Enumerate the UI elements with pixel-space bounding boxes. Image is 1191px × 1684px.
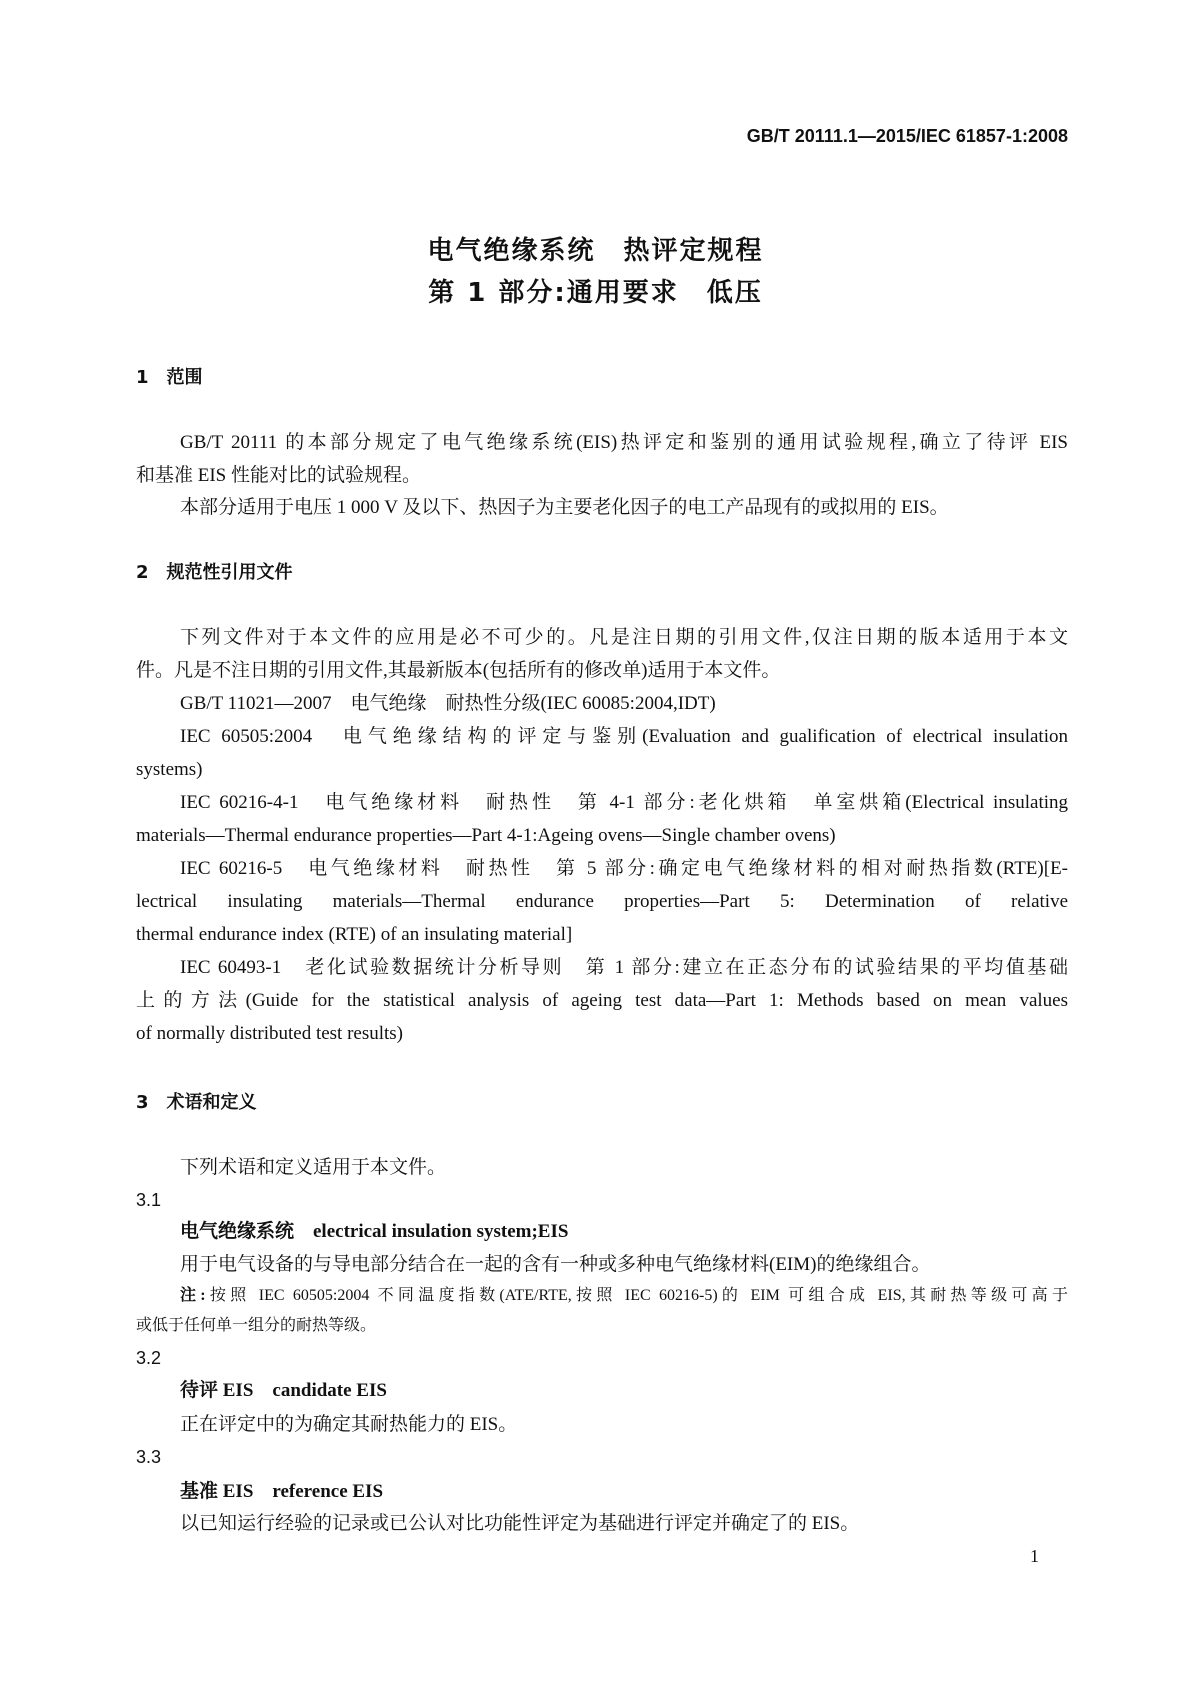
term-title: 基准 EIS reference EIS xyxy=(180,1481,384,1502)
note-label: 注: xyxy=(180,1287,206,1304)
section-heading-normative-references: 2 规范性引用文件 xyxy=(136,562,293,583)
reference-item-cont: materials—Thermal endurance properties—Part 4-1:Ageing ovens—Single chamber ovens) xyxy=(136,825,836,846)
term-title: 待评 EIS candidate EIS xyxy=(180,1380,387,1401)
term-note-cont: 或低于任何单一组分的耐热等级。 xyxy=(136,1317,377,1334)
reference-item-cont: lectrical insulating materials—Thermal endurance properties—Part 5: Determination of relative xyxy=(136,891,1068,912)
term-note xyxy=(180,1284,1068,1308)
reference-item-cont: thermal endurance index (RTE) of an insulating material] xyxy=(136,924,573,945)
reference-item: IEC 60505:2004 电气绝缘结构的评定与鉴别(Evaluation and gualification of electrical insulation xyxy=(180,726,1068,747)
document-title: 电气绝缘系统 热评定规程 xyxy=(427,236,764,266)
document-header: GB/T 20111.1—2015/IEC 61857-1:2008 xyxy=(746,126,1068,146)
term-definition: 用于电气设备的与导电部分结合在一起的含有一种或多种电气绝缘材料(EIM)的绝缘组合。 xyxy=(180,1254,931,1275)
term-title: 电气绝缘系统 electrical insulation system;EIS xyxy=(180,1221,569,1242)
term-number: 3.1 xyxy=(136,1190,162,1210)
term-number: 3.3 xyxy=(136,1447,162,1467)
term-definition: 以已知运行经验的记录或已公认对比功能性评定为基础进行评定并确定了的 EIS。 xyxy=(180,1513,860,1534)
paragraph-line: 本部分适用于电压 1 000 V 及以下、热因子为主要老化因子的电工产品现有的或拟用的 EIS。 xyxy=(180,497,949,518)
reference-item: GB/T 11021—2007 电气绝缘 耐热性分级(IEC 60085:2004,IDT) xyxy=(180,693,716,714)
page-number: 1 xyxy=(1030,1546,1039,1566)
term-number: 3.2 xyxy=(136,1348,162,1368)
paragraph-line: 件。凡是不注日期的引用文件,其最新版本(包括所有的修改单)适用于本文件。 xyxy=(136,660,781,681)
paragraph-line: 下列术语和定义适用于本文件。 xyxy=(180,1157,447,1178)
reference-item-cont: 上的方法(Guide for the statistical analysis of ageing test data—Part 1: Methods based on mean values xyxy=(136,990,1068,1011)
note-text: 按照 IEC 60505:2004 不同温度指数(ATE/RTE,按照 IEC 60216-5)的 EIM 可组合成 EIS,其耐热等级可高于 xyxy=(205,1287,1068,1304)
paragraph-line: GB/T 20111 的本部分规定了电气绝缘系统(EIS)热评定和鉴别的通用试验规程,确立了待评 EIS xyxy=(180,432,1068,453)
reference-item-cont: systems) xyxy=(136,759,203,780)
paragraph-line: 和基准 EIS 性能对比的试验规程。 xyxy=(136,465,422,486)
document-subtitle: 第 1 部分:通用要求 低压 xyxy=(428,278,763,308)
reference-item: IEC 60216-4-1 电气绝缘材料 耐热性 第 4-1 部分:老化烘箱 单室烘箱(Electrical insulating xyxy=(180,792,1068,813)
reference-item: IEC 60216-5 电气绝缘材料 耐热性 第 5 部分:确定电气绝缘材料的相对耐热指数(RTE)[E- xyxy=(180,858,1068,879)
paragraph-line: 下列文件对于本文件的应用是必不可少的。凡是注日期的引用文件,仅注日期的版本适用于本文 xyxy=(180,627,1068,648)
reference-item-cont: of normally distributed test results) xyxy=(136,1023,404,1044)
section-heading-scope: 1 范围 xyxy=(136,367,203,388)
term-definition: 正在评定中的为确定其耐热能力的 EIS。 xyxy=(180,1414,518,1435)
section-heading-terms: 3 术语和定义 xyxy=(136,1092,257,1113)
reference-item: IEC 60493-1 老化试验数据统计分析导则 第 1 部分:建立在正态分布的试验结果的平均值基础 xyxy=(180,957,1068,978)
